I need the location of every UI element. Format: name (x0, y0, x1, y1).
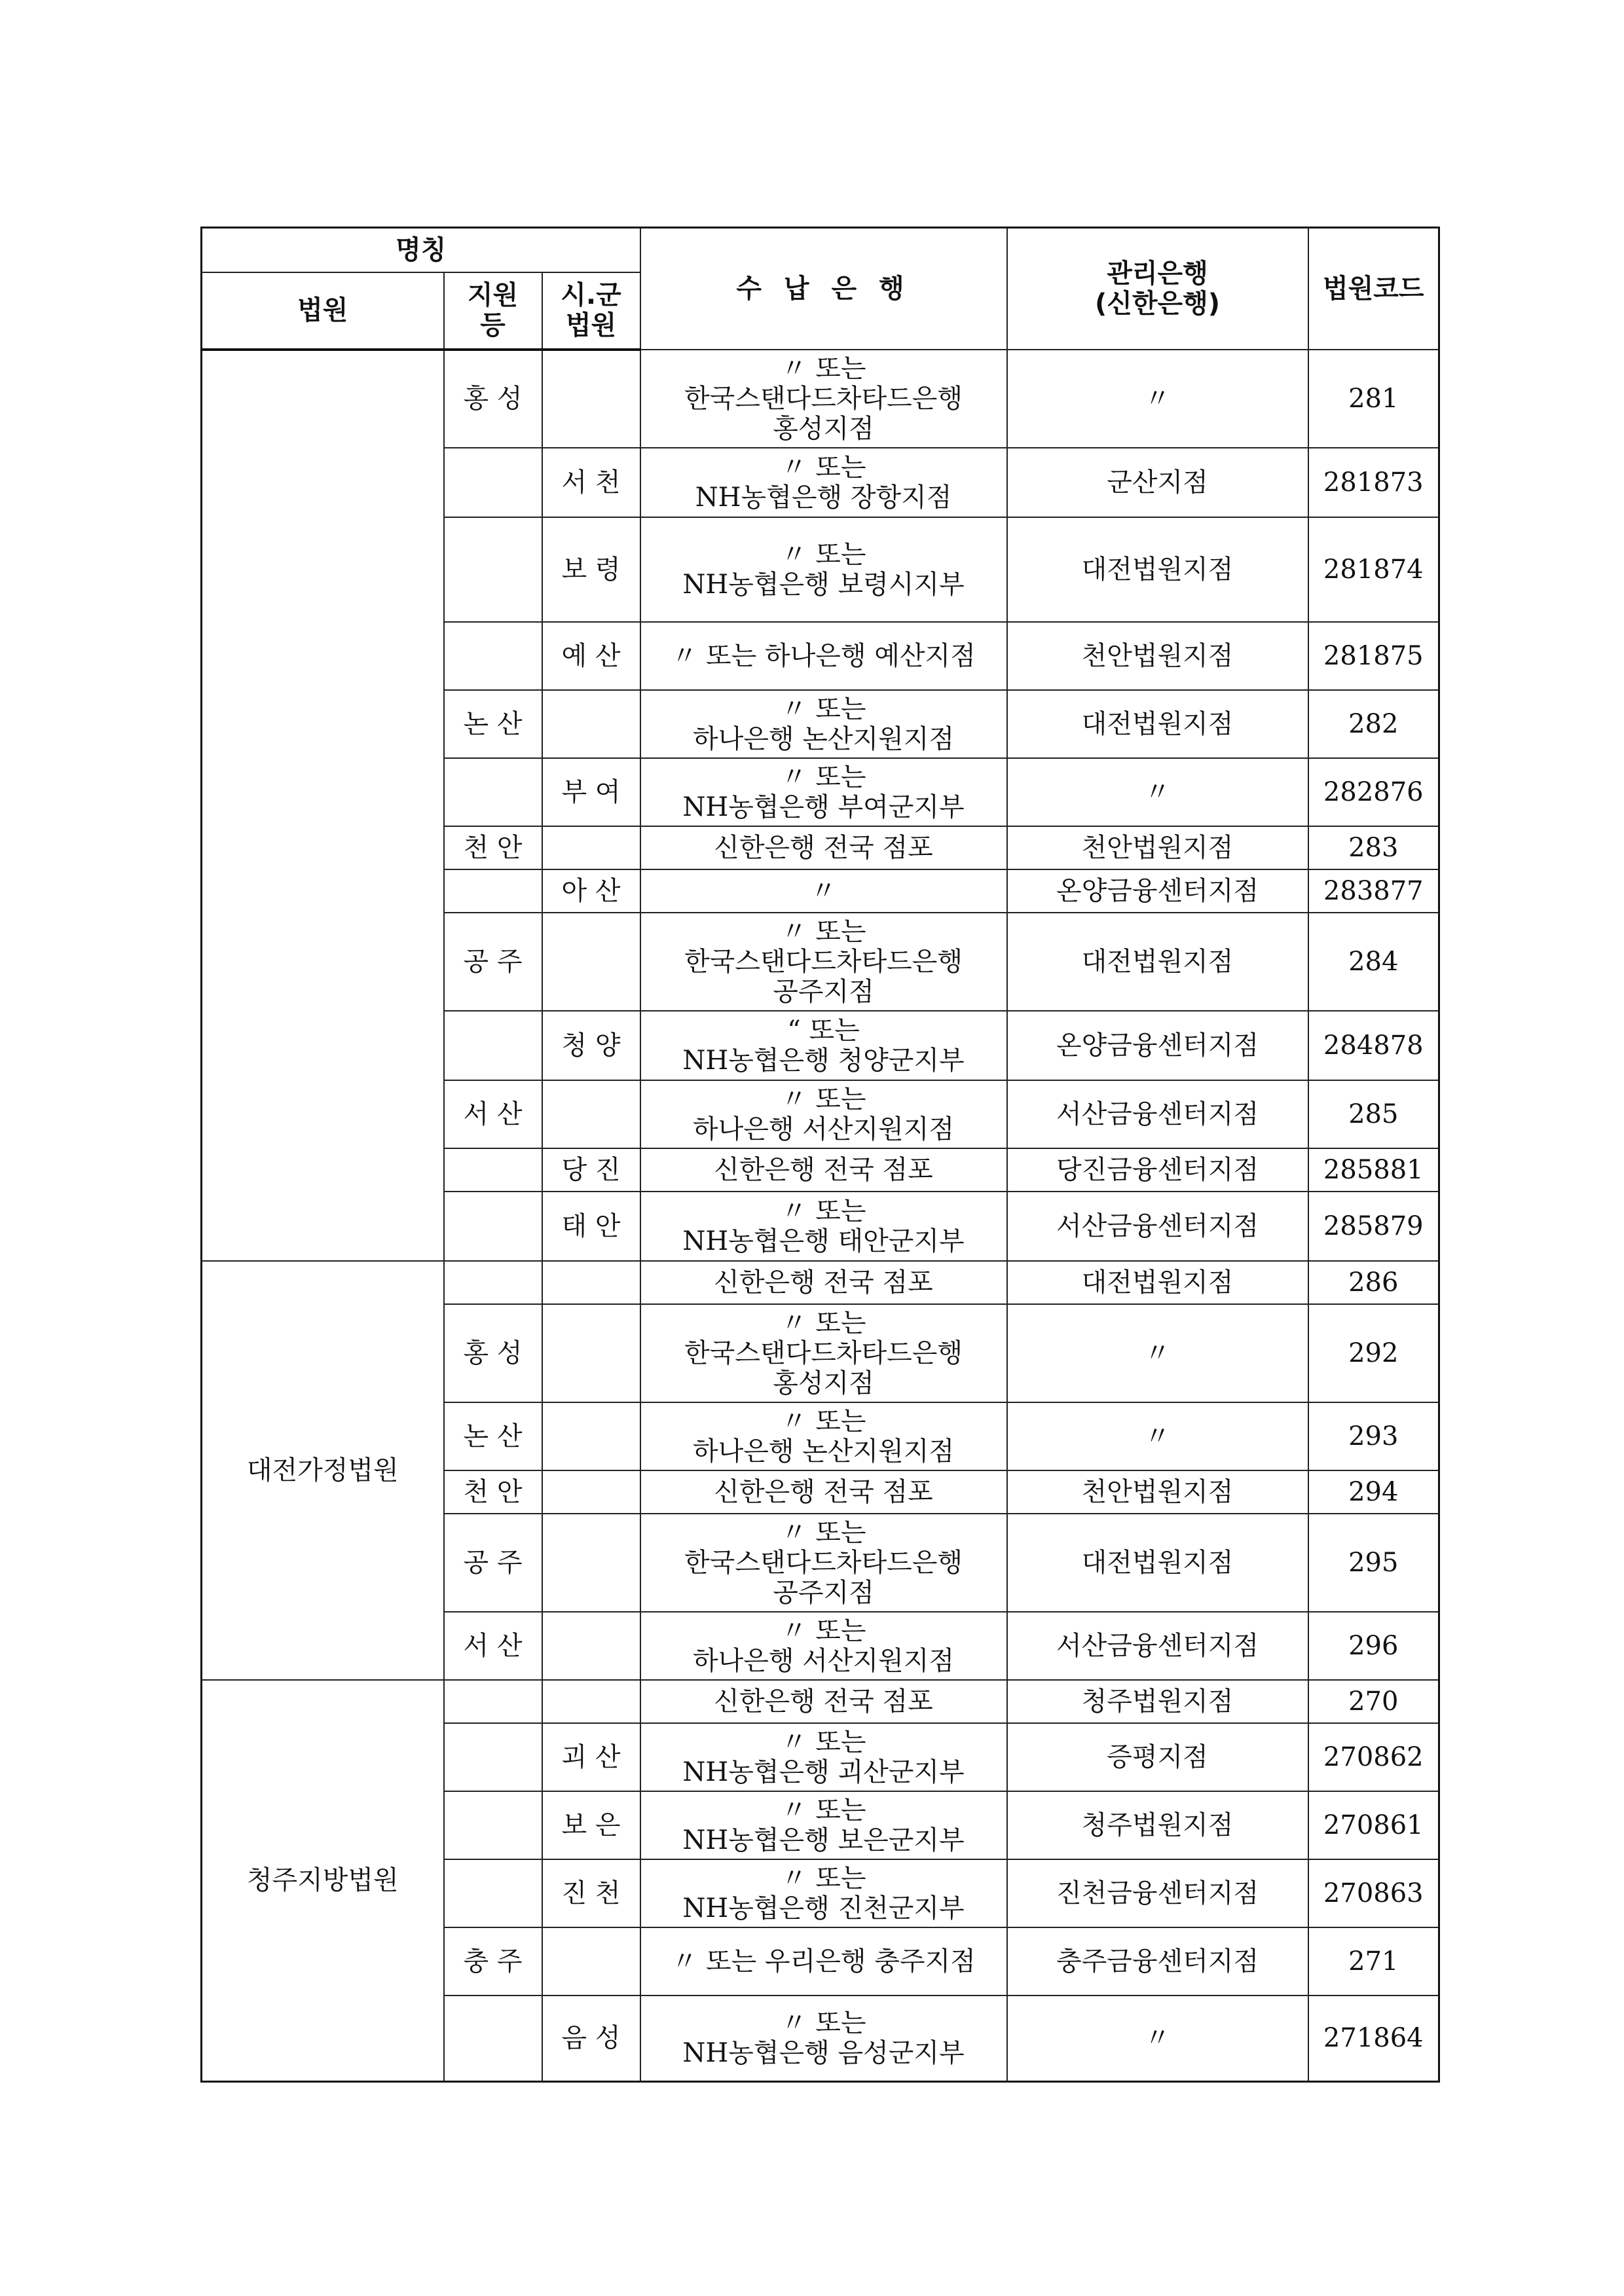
managing-bank-cell: 천안법원지점 (1007, 826, 1308, 869)
managing-bank-cell: 온양금융센터지점 (1007, 869, 1308, 913)
court-code-cell: 295 (1308, 1514, 1439, 1612)
receiving-bank-line: NH농협은행 부여군지부 (682, 792, 965, 822)
branch-cell: 천 안 (444, 826, 542, 869)
receiving-bank-line: 〃 또는 (781, 1307, 866, 1338)
receiving-bank-cell (640, 1192, 1007, 1261)
court-code-cell: 293 (1308, 1402, 1439, 1470)
receiving-bank-line: NH농협은행 진천군지부 (682, 1893, 965, 1923)
receiving-bank-line: 〃 또는 (781, 1615, 866, 1646)
receiving-bank-cell (640, 448, 1007, 517)
branch-cell (444, 622, 542, 690)
city-court-cell (542, 1304, 640, 1402)
table-body (202, 350, 1439, 2082)
receiving-bank-line: 〃 또는 (781, 1517, 866, 1548)
receiving-bank-line: 하나은행 논산지원지점 (692, 723, 955, 754)
city-court-cell (542, 1080, 640, 1148)
managing-bank-cell: 〃 (1007, 1304, 1308, 1402)
branch-cell (444, 517, 542, 622)
receiving-bank-line: 홍성지점 (773, 1368, 874, 1398)
court-code-cell: 292 (1308, 1304, 1439, 1402)
branch-cell: 서 산 (444, 1612, 542, 1680)
receiving-bank-line: 하나은행 서산지원지점 (692, 1114, 955, 1144)
court-code-cell: 270 (1308, 1680, 1439, 1723)
receiving-bank-line: 〃 또는 (781, 1406, 866, 1436)
court-code-cell: 283 (1308, 826, 1439, 869)
city-court-cell: 보 은 (542, 1791, 640, 1859)
branch-cell (444, 1791, 542, 1859)
receiving-bank-cell (640, 1680, 1007, 1723)
court-code-cell: 286 (1308, 1261, 1439, 1304)
table-row (202, 1261, 1439, 1304)
managing-bank-cell: 천안법원지점 (1007, 1470, 1308, 1514)
city-court-cell (542, 1612, 640, 1680)
receiving-bank-cell (640, 1011, 1007, 1080)
receiving-bank-line: 신한은행 전국 점포 (714, 1686, 933, 1717)
court-code-cell: 294 (1308, 1470, 1439, 1514)
receiving-bank-line: 한국스탠다드차타드은행 (684, 946, 963, 977)
court-code-cell: 271864 (1308, 1995, 1439, 2082)
branch-cell (444, 758, 542, 826)
court-code-cell: 281873 (1308, 448, 1439, 517)
header-court-code: 법원코드 (1308, 228, 1439, 350)
table-row (202, 1680, 1439, 1723)
court-code-cell: 270863 (1308, 1859, 1439, 1927)
branch-cell (444, 1995, 542, 2082)
receiving-bank-cell (640, 1859, 1007, 1927)
managing-bank-cell: 군산지점 (1007, 448, 1308, 517)
receiving-bank-line: “ 또는 (787, 1015, 860, 1046)
receiving-bank-line: 〃 또는 우리은행 충주지점 (671, 1946, 976, 1977)
court-bank-table (200, 227, 1440, 2083)
receiving-bank-line: 〃 또는 (781, 353, 866, 384)
receiving-bank-line: 〃 또는 (781, 693, 866, 724)
court-code-cell: 282 (1308, 690, 1439, 758)
managing-bank-cell: 대전법원지점 (1007, 1514, 1308, 1612)
receiving-bank-line: 〃 또는 (781, 1795, 866, 1825)
receiving-bank-line: 신한은행 전국 점포 (714, 832, 933, 863)
header-name-group: 명칭 (202, 228, 640, 272)
court-code-cell: 282876 (1308, 758, 1439, 826)
receiving-bank-line: NH농협은행 보령시지부 (682, 569, 965, 600)
receiving-bank-line: 한국스탠다드차타드은행 (684, 1547, 963, 1578)
branch-cell: 논 산 (444, 1402, 542, 1470)
receiving-bank-line: 〃 또는 (781, 1195, 866, 1226)
receiving-bank-line: 〃 또는 (781, 761, 866, 792)
table-header (202, 228, 1439, 350)
receiving-bank-line: 공주지점 (773, 976, 874, 1007)
receiving-bank-line: 〃 또는 (781, 1726, 866, 1757)
branch-cell: 천 안 (444, 1470, 542, 1514)
receiving-bank-cell (640, 1148, 1007, 1192)
receiving-bank-cell (640, 690, 1007, 758)
branch-cell: 서 산 (444, 1080, 542, 1148)
court-name-cell: 청주지방법원 (202, 1680, 444, 2082)
city-court-cell: 청 양 (542, 1011, 640, 1080)
managing-bank-cell: 서산금융센터지점 (1007, 1192, 1308, 1261)
receiving-bank-cell (640, 758, 1007, 826)
city-court-cell: 괴 산 (542, 1723, 640, 1791)
branch-cell: 홍 성 (444, 1304, 542, 1402)
header-receiving-bank: 수 납 은 행 (640, 228, 1007, 350)
receiving-bank-cell (640, 913, 1007, 1011)
receiving-bank-line: NH농협은행 괴산군지부 (682, 1757, 965, 1787)
receiving-bank-line: 하나은행 논산지원지점 (692, 1436, 955, 1467)
branch-cell (444, 1192, 542, 1261)
managing-bank-cell: 당진금융센터지점 (1007, 1148, 1308, 1192)
court-code-cell: 270861 (1308, 1791, 1439, 1859)
court-code-cell: 285 (1308, 1080, 1439, 1148)
receiving-bank-line: 〃 또는 (781, 1084, 866, 1114)
managing-bank-cell: 서산금융센터지점 (1007, 1612, 1308, 1680)
branch-cell (444, 1723, 542, 1791)
receiving-bank-line: 신한은행 전국 점포 (714, 1267, 933, 1298)
receiving-bank-cell (640, 1995, 1007, 2082)
managing-bank-cell: 온양금융센터지점 (1007, 1011, 1308, 1080)
branch-cell: 공 주 (444, 1514, 542, 1612)
receiving-bank-line: 〃 또는 (781, 539, 866, 570)
city-court-cell: 아 산 (542, 869, 640, 913)
court-code-cell: 281 (1308, 350, 1439, 448)
receiving-bank-line: 홍성지점 (773, 413, 874, 444)
court-code-cell: 296 (1308, 1612, 1439, 1680)
court-code-cell: 271 (1308, 1927, 1439, 1995)
city-court-cell: 부 여 (542, 758, 640, 826)
branch-cell: 논 산 (444, 690, 542, 758)
receiving-bank-line: 〃 또는 (781, 916, 866, 947)
city-court-cell (542, 1514, 640, 1612)
city-court-cell (542, 1927, 640, 1995)
city-court-cell (542, 690, 640, 758)
receiving-bank-line: NH농협은행 청양군지부 (682, 1045, 965, 1076)
city-court-cell: 예 산 (542, 622, 640, 690)
city-court-cell: 당 진 (542, 1148, 640, 1192)
managing-bank-cell: 서산금융센터지점 (1007, 1080, 1308, 1148)
branch-cell: 홍 성 (444, 350, 542, 448)
branch-cell (444, 1859, 542, 1927)
receiving-bank-line: 〃 (810, 875, 837, 906)
receiving-bank-line: NH농협은행 태안군지부 (682, 1226, 965, 1256)
city-court-cell (542, 826, 640, 869)
branch-cell (444, 1261, 542, 1304)
receiving-bank-cell (640, 1791, 1007, 1859)
city-court-cell: 태 안 (542, 1192, 640, 1261)
header-court: 법원 (202, 272, 444, 350)
branch-cell: 공 주 (444, 913, 542, 1011)
receiving-bank-line: 공주지점 (773, 1577, 874, 1608)
managing-bank-cell: 〃 (1007, 758, 1308, 826)
court-code-cell: 283877 (1308, 869, 1439, 913)
managing-bank-cell: 청주법원지점 (1007, 1680, 1308, 1723)
city-court-cell: 음 성 (542, 1995, 640, 2082)
managing-bank-cell: 증평지점 (1007, 1723, 1308, 1791)
header-city-court: 시.군 법원 (542, 272, 640, 350)
receiving-bank-cell (640, 350, 1007, 448)
court-code-cell: 285879 (1308, 1192, 1439, 1261)
managing-bank-cell: 대전법원지점 (1007, 517, 1308, 622)
managing-bank-cell: 천안법원지점 (1007, 622, 1308, 690)
court-name-cell (202, 350, 444, 1261)
city-court-cell (542, 350, 640, 448)
city-court-cell (542, 1470, 640, 1514)
city-court-cell (542, 1680, 640, 1723)
managing-bank-cell: 대전법원지점 (1007, 1261, 1308, 1304)
receiving-bank-line: NH농협은행 음성군지부 (682, 2038, 965, 2069)
branch-cell (444, 869, 542, 913)
receiving-bank-cell (640, 1514, 1007, 1612)
managing-bank-cell: 충주금융센터지점 (1007, 1927, 1308, 1995)
branch-cell: 충 주 (444, 1927, 542, 1995)
receiving-bank-line: NH농협은행 장항지점 (695, 482, 952, 513)
city-court-cell: 진 천 (542, 1859, 640, 1927)
receiving-bank-line: 〃 또는 (781, 452, 866, 483)
receiving-bank-cell (640, 1723, 1007, 1791)
court-code-cell: 285881 (1308, 1148, 1439, 1192)
city-court-cell (542, 913, 640, 1011)
receiving-bank-line: NH농협은행 보은군지부 (682, 1825, 965, 1855)
city-court-cell: 서 천 (542, 448, 640, 517)
receiving-bank-line: 한국스탠다드차타드은행 (684, 383, 963, 414)
receiving-bank-line: 하나은행 서산지원지점 (692, 1645, 955, 1676)
receiving-bank-cell (640, 1402, 1007, 1470)
receiving-bank-cell (640, 869, 1007, 913)
city-court-cell (542, 1402, 640, 1470)
receiving-bank-cell (640, 1304, 1007, 1402)
receiving-bank-cell (640, 622, 1007, 690)
branch-cell (444, 1148, 542, 1192)
managing-bank-cell: 진천금융센터지점 (1007, 1859, 1308, 1927)
receiving-bank-line: 〃 또는 (781, 2008, 866, 2039)
managing-bank-cell: 〃 (1007, 1402, 1308, 1470)
court-code-cell: 284 (1308, 913, 1439, 1011)
receiving-bank-line: 신한은행 전국 점포 (714, 1476, 933, 1507)
branch-cell (444, 1011, 542, 1080)
court-code-cell: 281875 (1308, 622, 1439, 690)
receiving-bank-cell (640, 1470, 1007, 1514)
receiving-bank-line: 신한은행 전국 점포 (714, 1154, 933, 1185)
receiving-bank-line: 〃 또는 (781, 1863, 866, 1893)
court-code-cell: 281874 (1308, 517, 1439, 622)
managing-bank-cell: 〃 (1007, 1995, 1308, 2082)
managing-bank-cell: 대전법원지점 (1007, 913, 1308, 1011)
managing-bank-cell: 청주법원지점 (1007, 1791, 1308, 1859)
receiving-bank-cell (640, 517, 1007, 622)
branch-cell (444, 1680, 542, 1723)
managing-bank-cell: 대전법원지점 (1007, 690, 1308, 758)
city-court-cell: 보 령 (542, 517, 640, 622)
branch-cell (444, 448, 542, 517)
table-row (202, 350, 1439, 448)
receiving-bank-cell (640, 1261, 1007, 1304)
receiving-bank-line: 한국스탠다드차타드은행 (684, 1338, 963, 1368)
receiving-bank-cell (640, 826, 1007, 869)
court-code-cell: 270862 (1308, 1723, 1439, 1791)
receiving-bank-line: 〃 또는 하나은행 예산지점 (671, 640, 976, 671)
receiving-bank-cell (640, 1080, 1007, 1148)
court-name-cell: 대전가정법원 (202, 1261, 444, 1680)
city-court-cell (542, 1261, 640, 1304)
court-code-cell: 284878 (1308, 1011, 1439, 1080)
receiving-bank-cell (640, 1927, 1007, 1995)
receiving-bank-cell (640, 1612, 1007, 1680)
header-branch: 지원 등 (444, 272, 542, 350)
managing-bank-cell: 〃 (1007, 350, 1308, 448)
header-managing-bank: 관리은행 (신한은행) (1007, 228, 1308, 350)
